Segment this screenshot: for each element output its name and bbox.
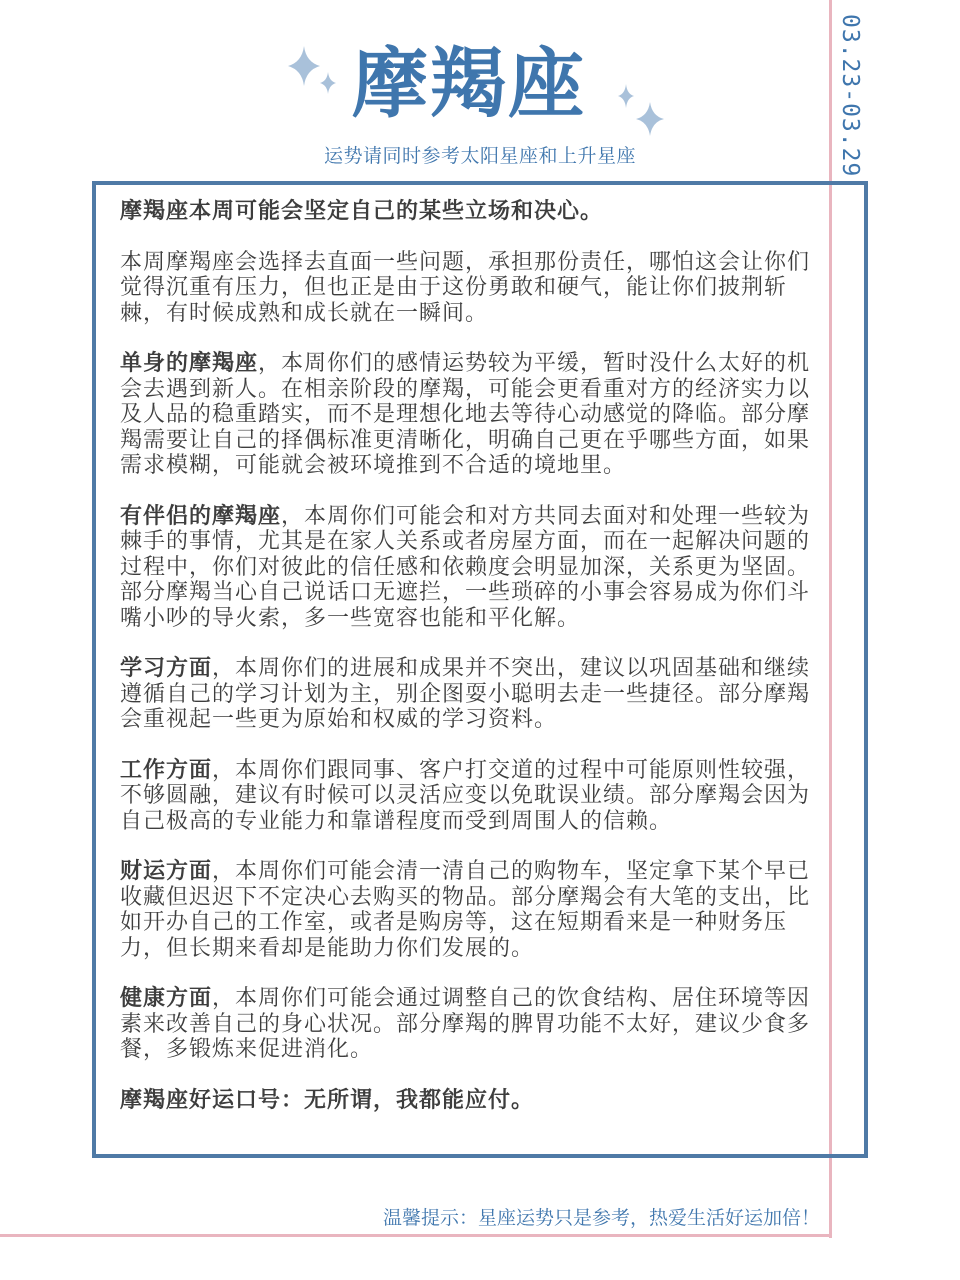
pink-frame-horizontal-line (0, 1234, 832, 1237)
section-study (120, 656, 824, 733)
page-title: 摩羯座 (352, 39, 586, 128)
section-partnered (120, 504, 824, 632)
horoscope-content-box (92, 181, 868, 1158)
date-range: 03.23-03.29 (837, 14, 863, 178)
section-label: 单身的摩羯座 (120, 351, 259, 376)
footer-tip: 温馨提示：星座运势只是参考，热爱生活好运加倍！ (382, 1207, 820, 1229)
section-text: ，本周你们的感情运势较为平缓，暂时没什么太好的机会去遇到新人。在相亲阶段的摩羯，可能会更看重对方的经济实力以及人品的稳重踏实，而不是理想化地去等待心动感觉的降临。部分摩羯需要让自己的择偶标准更清晰化，明确自己更在乎哪些方面，如果需求模糊，可能就会被环境推到不合适的境地里。 (120, 351, 811, 478)
lead-sentence: 摩羯座本周可能会坚定自己的某些立场和决心。 (120, 199, 604, 224)
section-wealth (120, 859, 824, 961)
section-label: 财运方面 (120, 859, 213, 884)
section-single (120, 351, 824, 479)
intro-paragraph: 本周摩羯座会选择去直面一些问题，承担那份责任，哪怕这会让你们觉得沉重有压力，但也正是由于这份勇敢和硬气，能让你们披荆斩棘，有时候成熟和成长就在一瞬间。 (120, 249, 811, 326)
section-label: 工作方面 (120, 757, 213, 783)
section-label: 学习方面 (120, 656, 213, 681)
section-text: ，本周你们可能会通过调整自己的饮食结构、居住环境等因素来改善自己的身心状况。部分摩羯的脾胃功能不太好，建议少食多餐，多锻炼来促进消化。 (120, 986, 811, 1062)
sparkle-icon (284, 42, 344, 98)
section-label: 健康方面 (120, 986, 213, 1011)
section-text: ，本周你们的进展和成果并不突出，建议以巩固基础和继续遵循自己的学习计划为主，别企图耍小聪明去走一些捷径。部分摩羯会重视起一些更为原始和权威的学习资料。 (120, 656, 811, 732)
horoscope-text (120, 199, 824, 1138)
section-label: 有伴侣的摩羯座 (120, 503, 282, 529)
section-text: ，本周你们可能会清一清自己的购物车，坚定拿下某个早已收藏但迟迟下不定决心去购买的物品。部分摩羯会有大笔的支出，比如开办自己的工作室，或者是购房等，这在短期看来是一种财务压力，但长期来看却是能助力你们发展的。 (120, 859, 811, 961)
lucky-slogan: 摩羯座好运口号：无所谓，我都能应付。 (120, 1087, 535, 1113)
section-text: ，本周你们可能会和对方共同去面对和处理一些较为棘手的事情，尤其是在家人关系或者房屋方面，而在一起解决问题的过程中，你们对彼此的信任感和依赖度会明显加深，关系更为坚固。部分摩羯当心自己说话口无遮拦，一些琐碎的小事会容易成为你们斗嘴小吵的导火索，多一些宽容也能和平化解。 (120, 503, 811, 631)
page-subtitle: 运势请同时参考太阳星座和上升星座 (323, 145, 636, 167)
sparkle-icon (610, 82, 670, 138)
section-text: ，本周你们跟同事、客户打交道的过程中可能原则性较强，不够圆融，建议有时候可以灵活应变以免耽误业绩。部分摩羯会因为自己极高的专业能力和靠谱程度而受到周围人的信赖。 (120, 757, 811, 834)
section-work (120, 758, 824, 835)
section-health (120, 986, 824, 1063)
